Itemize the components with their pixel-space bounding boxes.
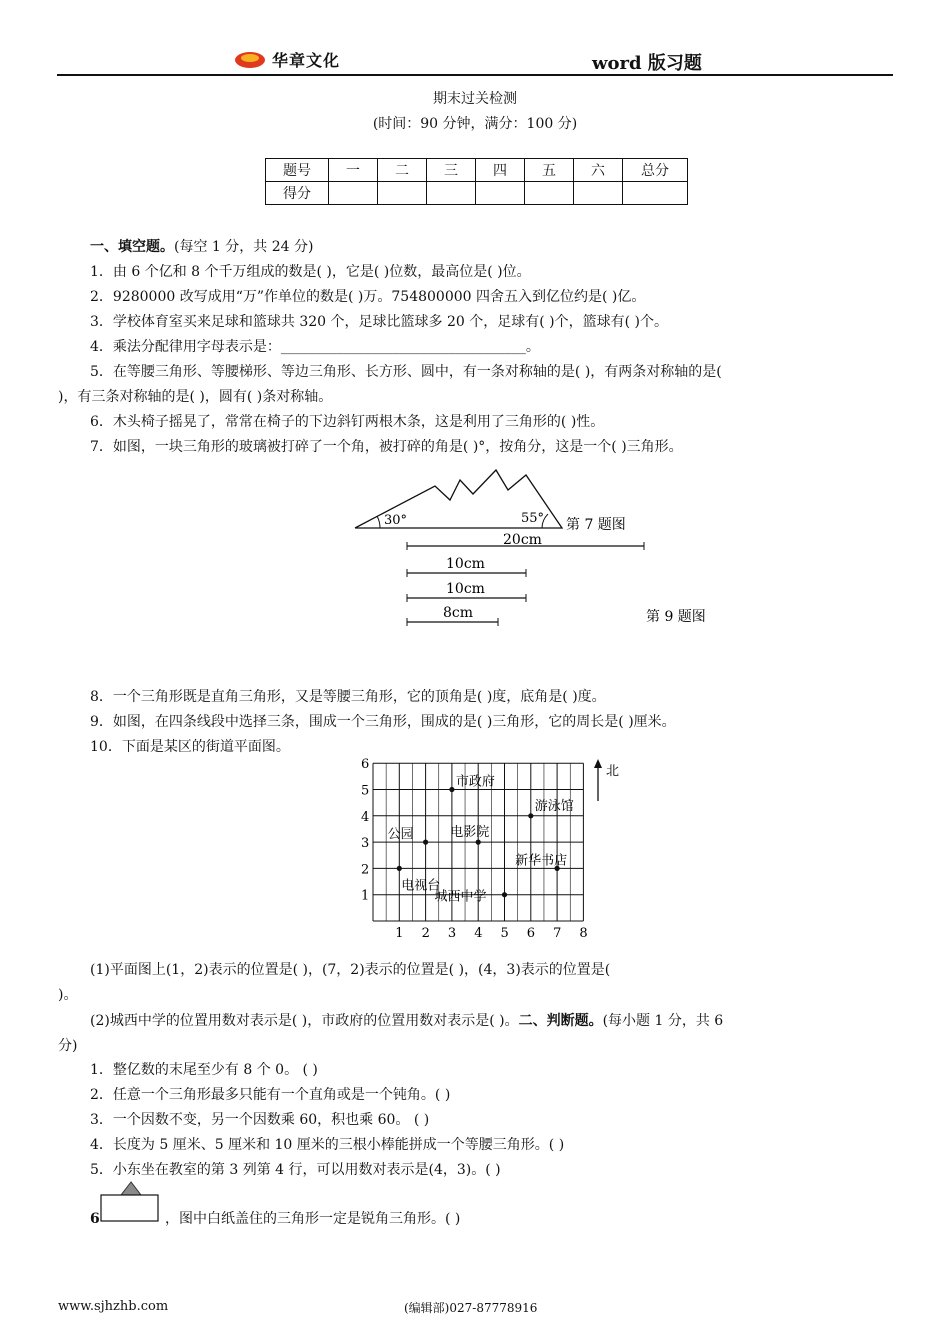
north-label: 北 <box>606 764 620 779</box>
fig9-caption: 第 9 题图 <box>646 609 706 625</box>
judge-2: 2．任意一个三角形最多只能有一个直角或是一个钝角。( ) <box>90 1087 451 1103</box>
judge-4: 4．长度为 5 厘米、5 厘米和 10 厘米的三根小棒能拼成一个等腰三角形。( ) <box>90 1137 565 1153</box>
score-cell: 一 <box>329 159 378 182</box>
map-point <box>502 892 507 897</box>
judge-1: 1．整亿数的末尾至少有 8 个 0。 ( ) <box>90 1062 318 1078</box>
question-9: 9．如图，在四条线段中选择三条，围成一个三角形，围成的是( )三角形，它的周长是( )厘米。 <box>90 714 676 730</box>
score-cell: 三 <box>427 159 476 182</box>
map-x-tick: 6 <box>526 926 536 941</box>
section2-heading: 二、判断题。 <box>518 1013 603 1029</box>
score-entry[interactable] <box>623 182 688 205</box>
question-10: 10．下面是某区的街道平面图。 <box>90 739 290 755</box>
score-cell: 六 <box>574 159 623 182</box>
question-10-1b: )。 <box>58 987 78 1003</box>
score-entry[interactable] <box>329 182 378 205</box>
brand-logo-icon <box>234 50 266 70</box>
map-place-label: 电影院 <box>450 825 490 841</box>
score-entry[interactable] <box>427 182 476 205</box>
fig9-segment <box>407 556 526 577</box>
score-entry[interactable] <box>378 182 427 205</box>
judge-3: 3．一个因数不变，另一个因数乘 60，积也乘 60。 ( ) <box>90 1112 430 1128</box>
question-10-1a: (1)平面图上(1，2)表示的位置是( )，(7，2)表示的位置是( )，(4，3)表示的位置是( <box>90 962 611 978</box>
north-arrow <box>594 759 619 801</box>
score-cell: 五 <box>525 159 574 182</box>
fig9-segment <box>407 581 526 602</box>
fig9-segment <box>407 532 644 550</box>
map-place-label: 城西中学 <box>434 889 487 905</box>
map-point <box>423 840 428 845</box>
section1-heading-line <box>90 238 930 256</box>
question-7: 7．如图，一块三角形的玻璃被打碎了一个角，被打碎的角是( )°，按角分，这是一个( )三角形。 <box>90 439 683 455</box>
fig7-angle-right: 55° <box>521 511 545 526</box>
map-y-tick: 5 <box>361 783 370 799</box>
figure-7-9 <box>340 460 740 635</box>
score-table <box>265 158 688 205</box>
map-x-tick: 1 <box>395 926 404 941</box>
fig9-segment <box>407 605 498 626</box>
map-y-tick: 6 <box>361 757 370 773</box>
judge-6-number: 6 <box>90 1211 100 1227</box>
score-cell: 总分 <box>623 159 688 182</box>
map-point <box>397 866 402 871</box>
score-cell: 题号 <box>266 159 329 182</box>
map-y-tick: 2 <box>361 862 370 878</box>
map-x-tick: 7 <box>553 926 562 941</box>
score-entry[interactable] <box>574 182 623 205</box>
map-point <box>476 840 481 845</box>
section1-heading: 一、填空题。 <box>90 239 174 255</box>
map-place-label: 电视台 <box>401 878 441 894</box>
map-place-label: 新华书店 <box>515 853 568 869</box>
question-6: 6．木头椅子摇晃了，常常在椅子的下边斜钉两根木条，这是利用了三角形的( )性。 <box>90 414 605 430</box>
map-place-label: 公园 <box>387 827 414 843</box>
section2-note: (每小题 1 分，共 6 <box>602 1013 724 1029</box>
score-table-score-row <box>266 182 688 205</box>
fig9-segment-label: 8cm <box>443 605 474 621</box>
brand <box>234 48 340 71</box>
judge-5: 5．小东坐在教室的第 3 列第 4 行，可以用数对表示是(4，3)。( ) <box>90 1162 501 1178</box>
score-table-header-row <box>266 159 688 182</box>
question-8: 8．一个三角形既是直角三角形，又是等腰三角形，它的顶角是( )度，底角是( )度。 <box>90 689 606 705</box>
map-y-tick: 4 <box>361 809 370 825</box>
score-entry[interactable] <box>476 182 525 205</box>
fig9-segment-label: 20cm <box>503 532 542 548</box>
footer-phone: (编辑部)027-87778916 <box>404 1301 538 1315</box>
header-rule <box>57 74 893 76</box>
map-x-tick: 2 <box>421 926 430 941</box>
question-5b: )，有三条对称轴的是( )，圆有( )条对称轴。 <box>58 389 333 405</box>
question-5a: 5．在等腰三角形、等腰梯形、等边三角形、长方形、圆中，有一条对称轴的是( )，有两条对称轴的是( <box>90 364 722 380</box>
map-point <box>449 787 454 792</box>
question-10-2b: 分) <box>58 1038 78 1054</box>
map-point <box>528 813 533 818</box>
map-y-tick: 3 <box>361 836 370 852</box>
question-10-2a: (2)城西中学的位置用数对表示是( )，市政府的位置用数对表示是( )。 <box>90 1013 519 1029</box>
street-map <box>355 755 635 945</box>
exam-title: 期末过关检测 <box>433 91 517 107</box>
fig7-angle-left: 30° <box>384 513 408 528</box>
map-x-tick: 8 <box>579 926 588 941</box>
map-x-tick: 4 <box>474 926 483 941</box>
question-2: 2．9280000 改写成用“万”作单位的数是( )万。754800000 四舍五入到亿位约是( )亿。 <box>90 289 646 305</box>
question-1: 1．由 6 个亿和 8 个千万组成的数是( )，它是( )位数，最高位是( )位。 <box>90 264 531 280</box>
map-y-tick: 1 <box>361 888 370 904</box>
fig7-caption: 第 7 题图 <box>566 517 626 533</box>
footer-website: www.sjhzhb.com <box>58 1299 169 1314</box>
map-place-label: 市政府 <box>455 774 495 790</box>
header-right-title: word 版习题 <box>592 53 702 74</box>
score-cell: 四 <box>476 159 525 182</box>
question-4: 4．乘法分配律用字母表示是：___________________________________。 <box>90 339 540 355</box>
brand-name: 华章文化 <box>272 51 341 70</box>
judge-6: ，图中白纸盖住的三角形一定是锐角三角形。( ) <box>165 1211 461 1227</box>
question-3: 3．学校体育室买来足球和篮球共 320 个，足球比篮球多 20 个，足球有( )个，篮球有( )个。 <box>90 314 668 330</box>
map-places <box>388 775 574 905</box>
map-x-tick: 5 <box>500 926 509 941</box>
map-x-tick: 3 <box>447 926 457 941</box>
fig7-left-angle-arc <box>377 516 380 528</box>
score-entry[interactable] <box>525 182 574 205</box>
score-cell: 二 <box>378 159 427 182</box>
fig9-segment-label: 10cm <box>446 581 485 597</box>
score-row-label: 得分 <box>266 182 329 205</box>
triangle-tip-icon <box>121 1182 141 1195</box>
exam-subtitle: (时间：90 分钟，满分：100 分) <box>372 116 578 132</box>
question-10-2-line <box>90 1012 930 1030</box>
map-place-label: 游泳馆 <box>534 798 574 814</box>
fig9-segment-label: 10cm <box>446 556 485 572</box>
section1-note: (每空 1 分，共 24 分) <box>174 239 314 255</box>
